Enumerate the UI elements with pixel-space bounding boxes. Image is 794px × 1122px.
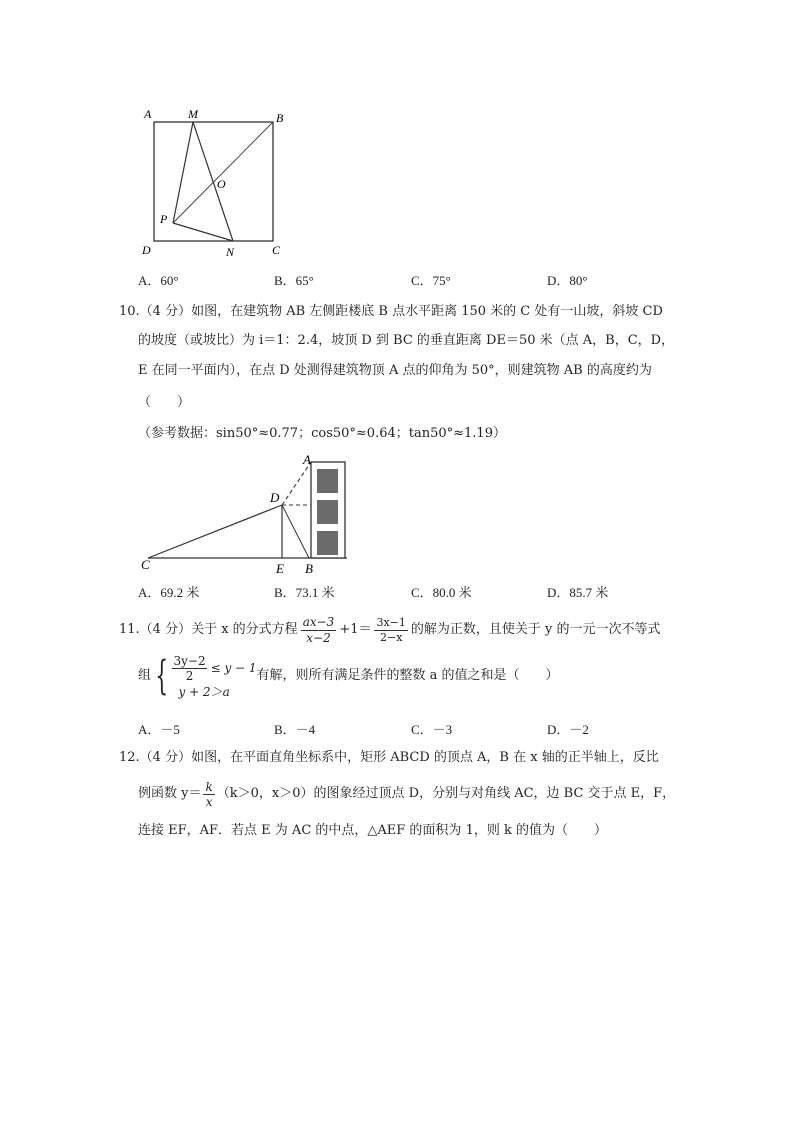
q11-suffix: 的解为正数，且使关于 y 的一元一次不等式: [410, 622, 661, 637]
q11-inequality-1: [172, 654, 256, 683]
slope-cd: [148, 505, 282, 558]
label-p: P: [160, 212, 168, 226]
q11-line-1: [119, 610, 661, 650]
q12-line2-prefix: 例函数 y＝: [138, 786, 202, 801]
q10-option-c[interactable]: C．80.0 米: [411, 585, 472, 600]
q11-group-suffix: 有解，则所有满足条件的整数 a 的值之和是（ ）: [256, 668, 559, 683]
label-o: O: [217, 177, 226, 191]
q10-option-a[interactable]: A．69.2 米: [138, 585, 200, 600]
q12-k-numerator: k: [205, 779, 213, 794]
label-a: A: [144, 107, 152, 121]
q11-fraction-1: [301, 615, 337, 646]
q11-option-c[interactable]: C．－3: [411, 722, 453, 737]
q10-reference-data: （参考数据：sin50°≈0.77；cos50°≈0.64；tan50°≈1.19）: [138, 426, 506, 441]
q12-line2-suffix: （k＞0，x＞0）的图象经过顶点 D，分别与对角线 AC，边 BC 交于点 E，F，: [216, 786, 676, 801]
label-d: D: [142, 243, 151, 257]
sight-line-da: [282, 462, 311, 505]
segment-db: [282, 505, 309, 558]
segment-pn: [173, 223, 233, 241]
label-n: N: [226, 245, 235, 259]
label-m: M: [188, 107, 198, 121]
q10-option-d[interactable]: D．85.7 米: [547, 585, 609, 600]
label-b: B: [276, 111, 284, 125]
segment-mn: [193, 122, 233, 241]
q9-figure: [138, 102, 288, 260]
q11-frac2-numerator: 3x−1: [376, 615, 406, 629]
q11-frac2-denominator: 2−x: [379, 630, 403, 644]
q10-figure: [135, 452, 355, 580]
q10-line-2: 的坡度（或坡比）为 i＝1：2.4，坡顶 D 到 BC 的垂直距离 DE＝50 米（点 A，B，C，D，: [138, 333, 675, 348]
q12-line-2: [138, 776, 675, 812]
q9-option-c[interactable]: C．75°: [411, 273, 451, 288]
q12-line-3: 连接 EF，AF．若点 E 为 AC 的中点，△AEF 的面积为 1，则 k 的值为（ ）: [138, 823, 607, 838]
label-e: E: [276, 561, 284, 576]
q11-plus-one: +1＝: [339, 622, 372, 637]
q10-answer-blank: （ ）: [138, 395, 191, 410]
q11-line-2: [138, 652, 559, 700]
q10-line-1: 10.（4 分）如图，在建筑物 AB 左侧距楼底 B 点水平距离 150 米的 C 处有一山坡，斜坡 CD: [119, 304, 663, 319]
q10-line-3: E 在同一平面内），在点 D 处测得建筑物顶 A 点的仰角为 50°，则建筑物 AB 的高度约为: [138, 363, 652, 378]
q11-fraction-2: [374, 616, 407, 645]
label-c: C: [272, 243, 281, 257]
label-c: C: [141, 557, 150, 572]
q11-ineq1-denominator: 2: [185, 668, 194, 683]
q11-inequality-2: y + 2＞a: [178, 684, 230, 699]
segment-mp: [173, 122, 193, 223]
label-b: B: [305, 561, 313, 576]
label-a: A: [303, 452, 311, 467]
q12-x-denominator: x: [205, 794, 213, 809]
label-d: D: [270, 490, 280, 505]
q11-brace-icon: {: [155, 653, 169, 699]
q11-prefix: 11.（4 分）关于 x 的分式方程: [119, 622, 298, 637]
q9-option-a[interactable]: A．60°: [138, 273, 179, 288]
building-window-3: [317, 531, 338, 555]
q11-option-d[interactable]: D．－2: [547, 722, 589, 737]
diagonal-bp: [173, 122, 273, 223]
q10-option-b[interactable]: B．73.1 米: [274, 585, 335, 600]
q9-option-b[interactable]: B．65°: [274, 273, 314, 288]
q11-ineq1-fraction: [172, 654, 206, 683]
q11-option-b[interactable]: B．－4: [274, 722, 316, 737]
q12-k-over-x-fraction: [203, 780, 214, 809]
q11-inequality-system: [172, 654, 256, 699]
q11-frac1-denominator: x−2: [306, 630, 331, 645]
q9-option-d[interactable]: D．80°: [547, 273, 588, 288]
q12-line-1: 12.（4 分）如图，在平面直角坐标系中，矩形 ABCD 的顶点 A，B 在 x 轴的正半轴上，反比: [119, 750, 659, 765]
q11-ineq1-rhs: ≤ y − 1: [210, 661, 257, 675]
q11-frac1-numerator: ax−3: [302, 614, 335, 629]
building-window-1: [317, 469, 338, 493]
q11-option-a[interactable]: A．－5: [138, 722, 180, 737]
building-window-2: [317, 500, 338, 524]
q11-ineq1-numerator: 3y−2: [173, 653, 206, 668]
q11-group-prefix: 组: [138, 668, 152, 683]
